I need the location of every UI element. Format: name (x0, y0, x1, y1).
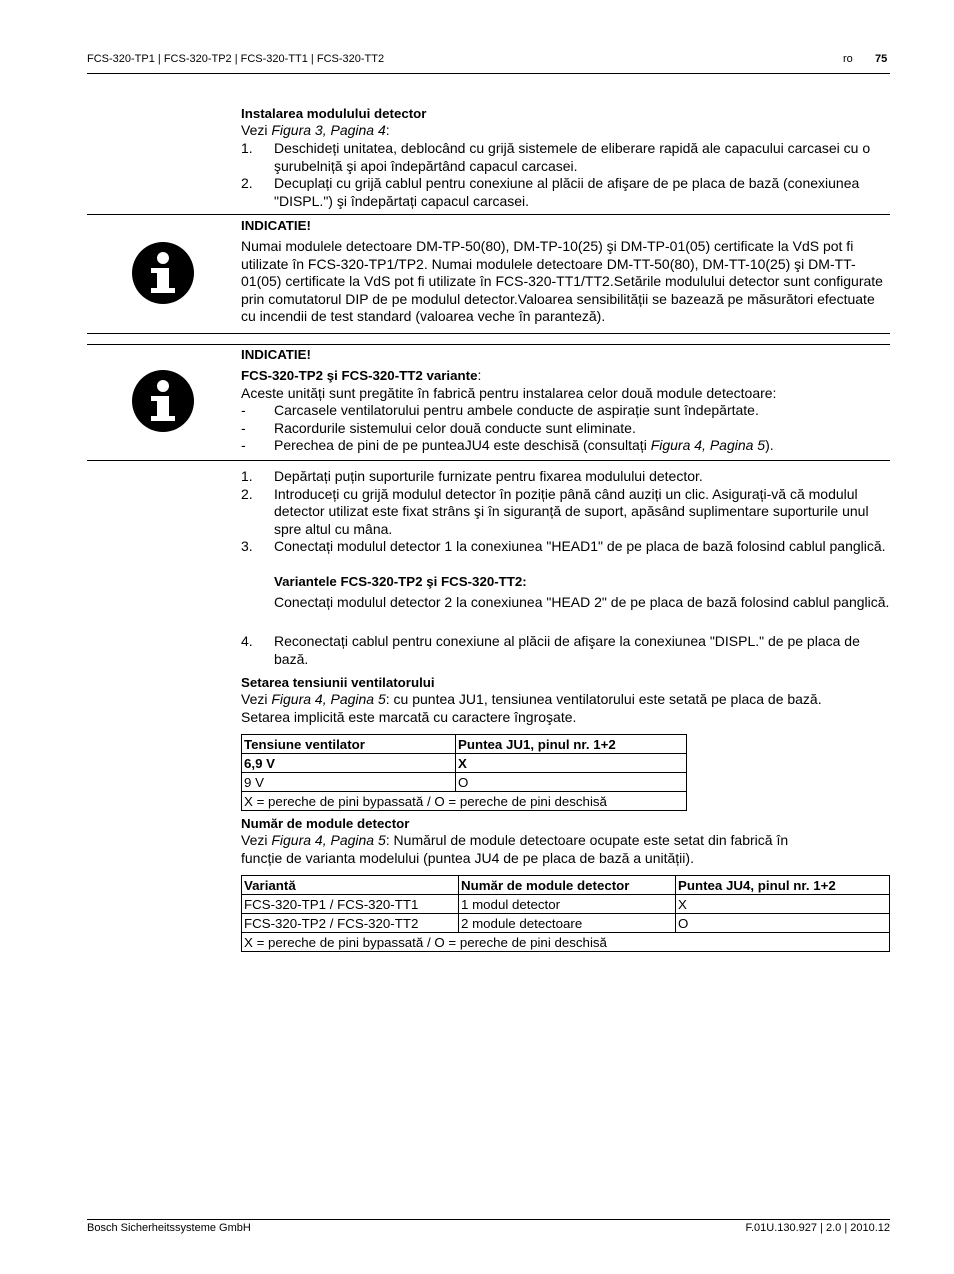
mount-steps (241, 468, 891, 556)
bullet-text: Carcasele ventilatorului pentru ambele conducte de aspirație sunt îndepărtate. (274, 402, 759, 418)
table-cell: O (676, 914, 890, 933)
table-footer-row (242, 792, 687, 811)
table-header-row (242, 735, 687, 754)
step-text: Deschideți unitatea, deblocând cu grijă sistemele de eliberare rapidă ale capacului carcasei cu o şurubelniță şi apoi îndepărtând capacul carcasei. (274, 140, 871, 174)
table-row (242, 914, 890, 933)
subtitle-text: FCS-320-TP2 şi FCS-320-TT2 variante (241, 368, 478, 383)
note2-bottom-rule (87, 460, 890, 461)
variant-text: Conectați modulul detector 2 la conexiunea "HEAD 2" de pe placa de bază folosind cablul panglică. (274, 594, 890, 610)
step-number: 2. (241, 175, 253, 192)
list-item (241, 633, 891, 668)
see-prefix: Vezi (241, 832, 272, 848)
table-footer-cell: X = pereche de pini bypassată / O = pereche de pini deschisă (242, 933, 890, 952)
install-see-line (241, 122, 390, 140)
list-item (241, 538, 891, 556)
bullet-text: Racordurile sistemului celor două conducte sunt eliminate. (274, 419, 636, 436)
table-header-cell: Puntea JU4, pinul nr. 1+2 (676, 876, 890, 895)
footer-rule (87, 1219, 890, 1220)
table-cell: FCS-320-TP2 / FCS-320-TT2 (242, 914, 459, 933)
bullet-mark: - (241, 437, 246, 454)
see-prefix: Vezi (241, 122, 272, 138)
see-prefix: Vezi (241, 691, 272, 707)
table-cell: 1 modul detector (459, 895, 676, 914)
table-row (242, 773, 687, 792)
bullet-mark: - (241, 402, 246, 418)
table-header-cell: Puntea JU1, pinul nr. 1+2 (456, 735, 687, 754)
modules-note: funcție de varianta modelului (puntea JU4 de pe placa de bază a unității). (241, 850, 694, 866)
step-number: 1. (241, 468, 253, 484)
list-item (241, 175, 891, 210)
step-text: Decuplați cu grijă cablul pentru conexiune al plăcii de afişare de pe placa de bază (conexiunea "DISPL.") şi îndepărtați capacul carcasei. (274, 175, 860, 209)
step-text: Depărtați puțin suporturile furnizate pentru fixarea modulului detector. (274, 468, 703, 484)
figure-ref: Figura 3, Pagina 4 (271, 122, 386, 138)
step-text: Reconectați cablul pentru conexiune al plăcii de afişare la conexiunea "DISPL." de pe placa de bază. (274, 633, 860, 667)
step-text: Introduceți cu grijă modulul detector în poziție până când auziți un clic. Asigurați-vă că modulul detector utilizat este fixat strâns şi în siguranță de suport, apăsând suplimentare suporturile unul spre altul cu mâna. (274, 485, 869, 537)
table-row (242, 754, 687, 773)
step-number: 4. (241, 633, 253, 649)
mount-step-4 (241, 633, 891, 668)
table-header-cell: Număr de module detector (459, 876, 676, 895)
figure-ref: Figura 4, Pagina 5 (271, 691, 386, 707)
note2-title: INDICATIE! (241, 347, 311, 362)
list-item (241, 402, 891, 420)
modules-see-line (241, 832, 891, 850)
see-suffix: : Numărul de module detectoare ocupate este setat din fabrică în (385, 832, 789, 848)
info-icon (132, 370, 194, 432)
modules-table (241, 875, 890, 952)
table-cell: O (456, 773, 687, 792)
footer-company: Bosch Sicherheitssysteme GmbH (87, 1222, 251, 1234)
page-number: 75 (875, 53, 888, 65)
table-cell: X (456, 754, 687, 773)
note2-bullets (241, 402, 891, 455)
note2-intro: Aceste unități sunt pregătite în fabrică pentru instalarea celor două module detectoare: (241, 385, 777, 401)
header-models: FCS-320-TP1 | FCS-320-TP2 | FCS-320-TT1 | FCS-320-TT2 (87, 53, 385, 65)
note2-top-rule (87, 344, 890, 345)
note1-text: Numai modulele detectoare DM-TP-50(80), DM-TP-10(25) şi DM-TP-01(05) certificate la VdS pot fi utilizate în FCS-320-TP1/TP2. Numai modulele detectoare DM-TT-50(80), DM-TT-10(25) şi DM-TT-01(05) certificate la VdS pot fi utilizate în FCS-320-TT1/TT2.Setările modulului detector sunt configurate prin comutatorul DIP de pe modulul detector.Valoarea sensibilității se bazează pe măsurători efectuate cu incendii de test standard (valoarea veche în paranteză). (241, 238, 883, 325)
bullet-suffix: ). (765, 437, 774, 454)
table-header-cell: Tensiune ventilator (242, 735, 456, 754)
see-suffix: : cu puntea JU1, tensiunea ventilatorului este setată pe placa de bază. (385, 691, 822, 707)
modules-heading: Număr de module detector (241, 816, 410, 831)
list-item (241, 468, 891, 486)
note1-bottom-rule (87, 333, 890, 334)
note1-top-rule (87, 214, 890, 215)
fan-heading: Setarea tensiunii ventilatorului (241, 675, 435, 690)
bullet-prefix: Perechea de pini de pe punteaJU4 este deschisă (consultați (274, 437, 651, 454)
note1-title: INDICATIE! (241, 218, 311, 233)
table-header-row (242, 876, 890, 895)
table-cell: X (676, 895, 890, 914)
variant-heading: Variantele FCS-320-TP2 şi FCS-320-TT2: (274, 574, 527, 589)
table-cell: FCS-320-TP1 / FCS-320-TT1 (242, 895, 459, 914)
list-item (241, 420, 891, 438)
install-heading: Instalarea modulului detector (241, 106, 427, 121)
list-item (241, 486, 891, 539)
figure-ref: Figura 4, Pagina 5 (271, 832, 386, 848)
bullet-mark: - (241, 419, 246, 436)
figure-ref: Figura 4, Pagina 5 (650, 437, 766, 454)
table-footer-cell: X = pereche de pini bypassată / O = pereche de pini deschisă (242, 792, 687, 811)
table-row (242, 895, 890, 914)
list-item (241, 140, 891, 175)
step-number: 3. (241, 538, 253, 555)
fan-see-line (241, 691, 891, 709)
fan-voltage-table (241, 734, 687, 811)
table-cell: 6,9 V (242, 754, 456, 773)
table-footer-row (242, 933, 890, 952)
subtitle-suffix: : (477, 367, 482, 383)
header-rule (87, 73, 890, 74)
install-steps (241, 140, 891, 210)
step-number: 1. (241, 140, 253, 156)
table-cell: 9 V (242, 773, 456, 792)
header-language: ro (843, 53, 853, 65)
see-suffix: : (385, 122, 390, 138)
step-number: 2. (241, 485, 253, 502)
note2-subtitle (241, 367, 481, 385)
info-icon (132, 242, 194, 304)
table-cell: 2 module detectoare (459, 914, 676, 933)
table-header-cell: Variantă (242, 876, 459, 895)
list-item (241, 437, 891, 455)
step-text: Conectați modulul detector 1 la conexiunea "HEAD1" de pe placa de bază folosind cablul panglică. (274, 538, 886, 555)
footer-doc-id: F.01U.130.927 | 2.0 | 2010.12 (745, 1222, 890, 1234)
fan-default-note: Setarea implicită este marcată cu caractere îngroşate. (241, 709, 577, 725)
